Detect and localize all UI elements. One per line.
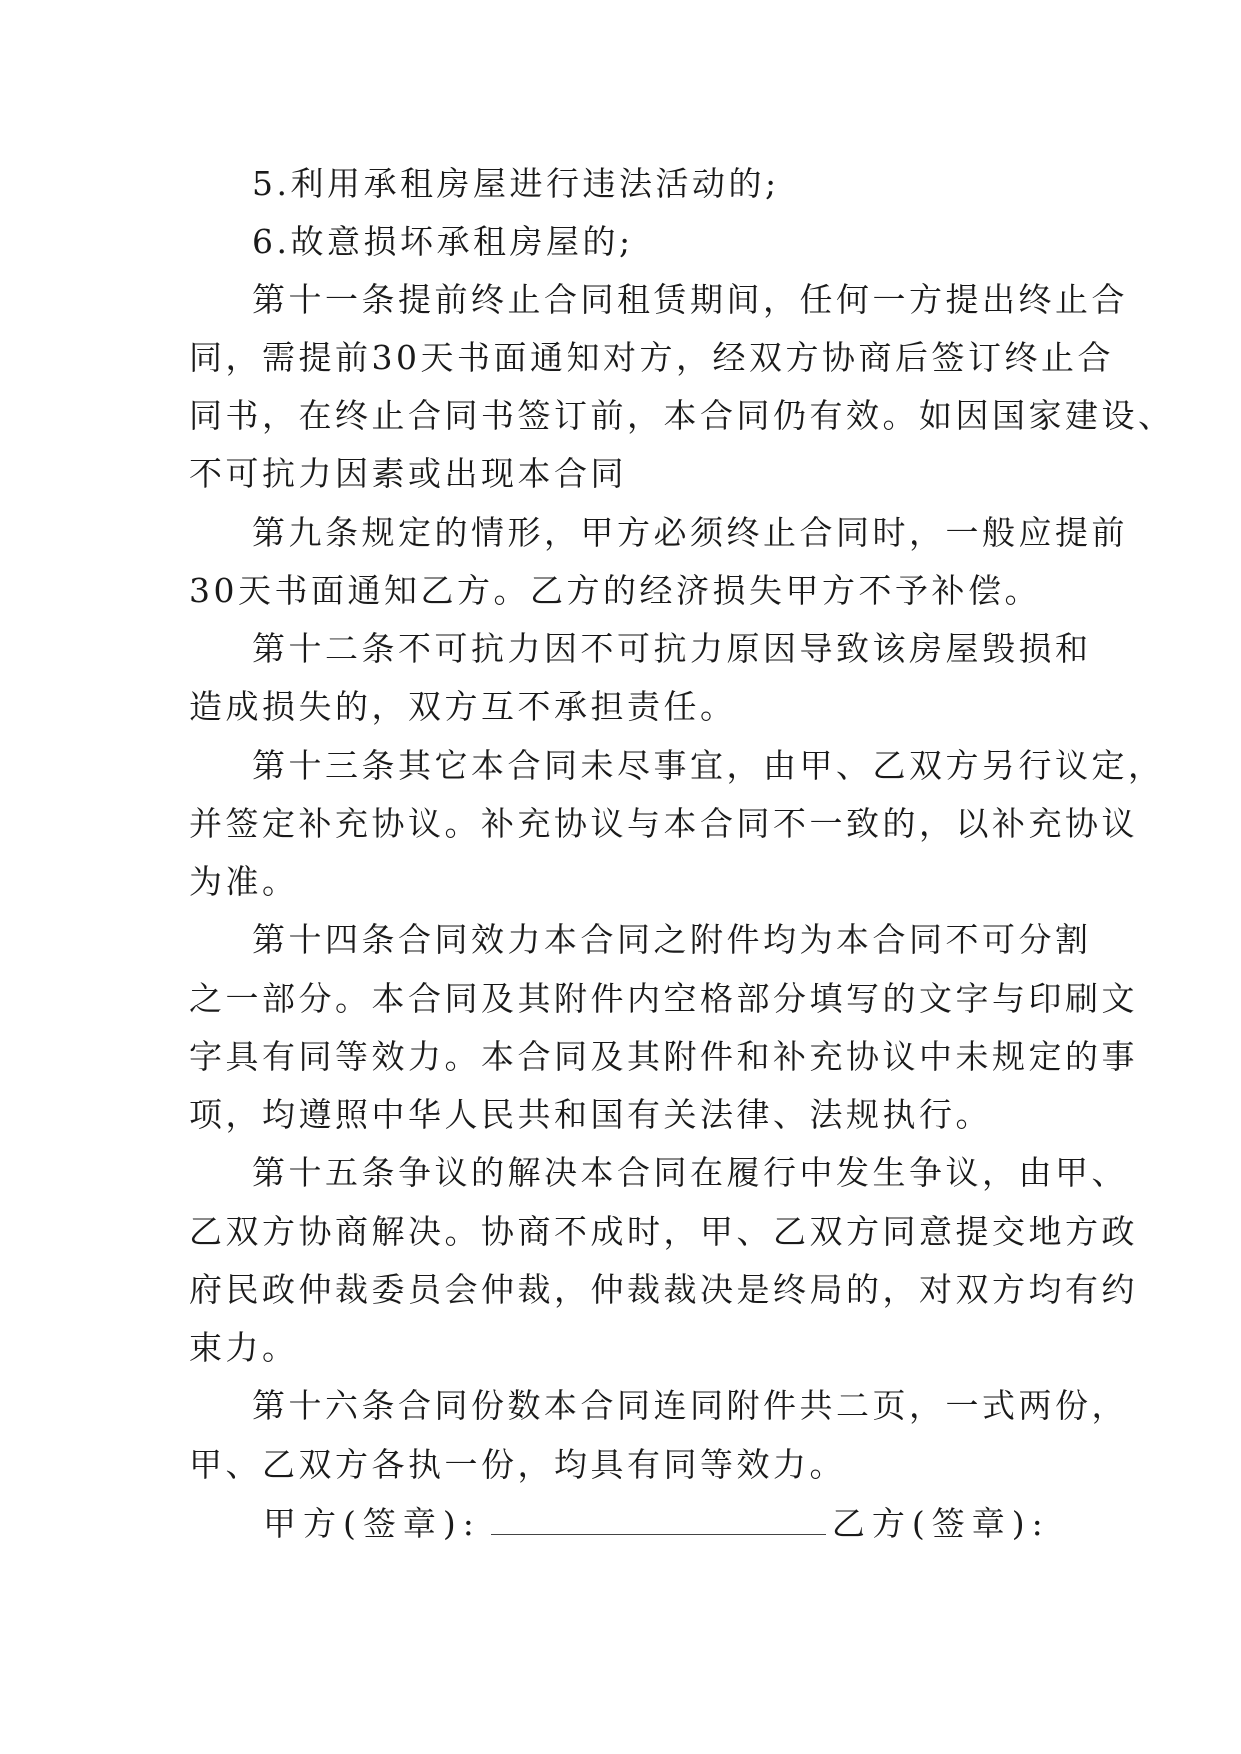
text-line: 第十六条合同份数本合同连同附件共二页，一式两份， xyxy=(252,1386,1128,1425)
party-b-signature-label: 乙方(签章): xyxy=(831,1504,1050,1543)
text-line: 第十一条提前终止合同租赁期间，任何一方提出终止合 xyxy=(252,280,1128,319)
text-line: 乙双方协商解决。协商不成时，甲、乙双方同意提交地方政 xyxy=(189,1212,1138,1251)
text-line: 束力。 xyxy=(189,1328,299,1367)
text-line: 5.利用承租房屋进行违法活动的; xyxy=(252,164,780,203)
text-line: 之一部分。本合同及其附件内空格部分填写的文字与印刷文 xyxy=(189,979,1138,1018)
text-line: 第十三条其它本合同未尽事宜，由甲、乙双方另行议定， xyxy=(252,746,1165,785)
text-line: 项，均遵照中华人民共和国有关法律、法规执行。 xyxy=(189,1095,992,1134)
text-line: 府民政仲裁委员会仲裁，仲裁裁决是终局的，对双方均有约 xyxy=(189,1270,1138,1309)
text-line: 30天书面通知乙方。乙方的经济损失甲方不予补偿。 xyxy=(189,571,1041,610)
text-line: 并签定补充协议。补充协议与本合同不一致的，以补充协议 xyxy=(189,804,1138,843)
text-line: 第十四条合同效力本合同之附件均为本合同不可分割 xyxy=(252,920,1092,959)
text-line: 第十五条争议的解决本合同在履行中发生争议，由甲、 xyxy=(252,1153,1128,1192)
text-line: 第九条规定的情形，甲方必须终止合同时，一般应提前 xyxy=(252,513,1128,552)
text-line: 为准。 xyxy=(189,862,299,901)
text-line: 第十二条不可抗力因不可抗力原因导致该房屋毁损和 xyxy=(252,629,1092,668)
signature-row xyxy=(263,1504,1050,1544)
signature-blank-line xyxy=(491,1504,826,1535)
text-line: 同书，在终止合同书签订前，本合同仍有效。如因国家建设、 xyxy=(189,396,1175,435)
party-a-signature-label: 甲方(签章): xyxy=(263,1504,481,1543)
text-line: 不可抗力因素或出现本合同 xyxy=(189,454,627,493)
text-line: 字具有同等效力。本合同及其附件和补充协议中未规定的事 xyxy=(189,1037,1138,1076)
text-line: 甲、乙双方各执一份，均具有同等效力。 xyxy=(189,1445,846,1484)
text-line: 造成损失的，双方互不承担责任。 xyxy=(189,687,737,726)
text-line: 6.故意损坏承租房屋的; xyxy=(252,222,634,261)
text-line: 同，需提前30天书面通知对方，经双方协商后签订终止合 xyxy=(189,338,1114,377)
